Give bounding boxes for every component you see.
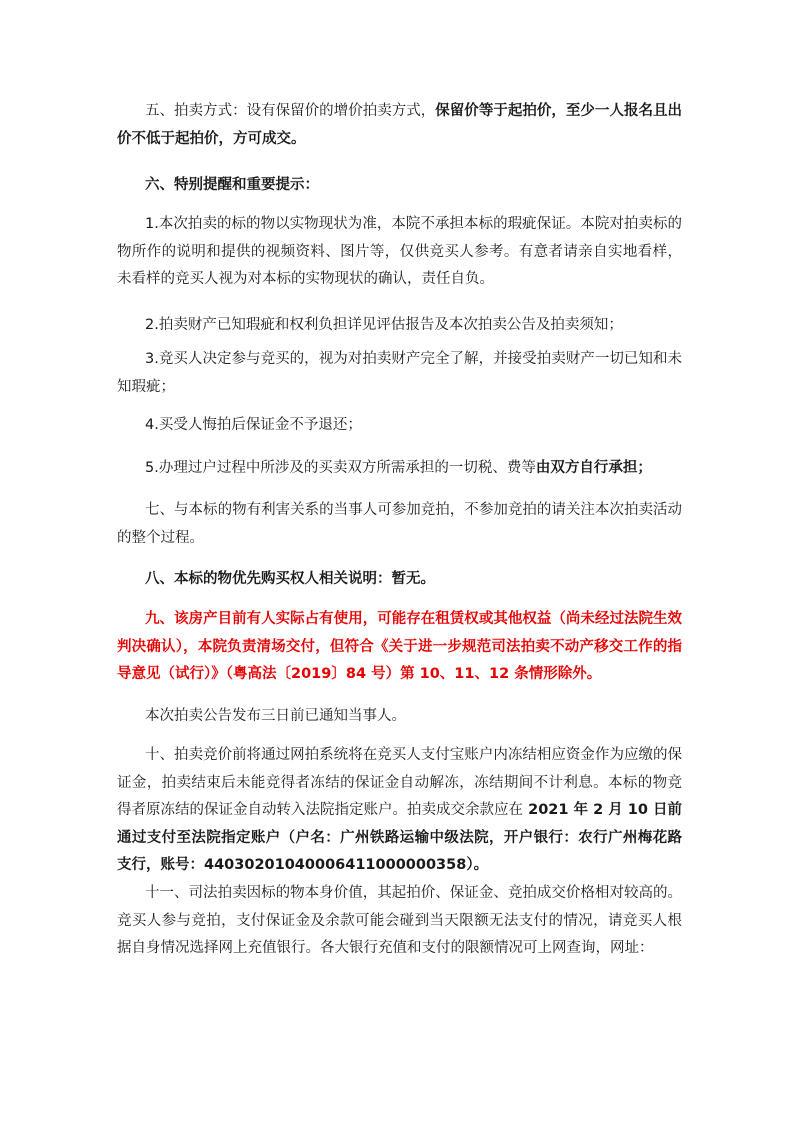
section-5-bold-text: 保留价等于起拍价，至少一人报名且出价不低于起拍价，方可成交。 — [117, 103, 683, 147]
section-6-item-5-text: 5.办理过户过程中所涉及的买卖双方所需承担的一切税、费等 — [145, 460, 536, 476]
section-10-deposit — [117, 742, 682, 880]
section-10-text: 十、拍卖竞价前将通过网拍系统将在竞买人支付宝账户内冻结相应资金作为应缴的保证金，拍卖结束后未能竞得者冻结的保证金自动解冻，冻结期间不计利息。本标的物竞得者原冻结的保证金自动转入法院指定账户。拍卖成交余款应在 — [117, 747, 682, 819]
section-9-occupancy-notice: 九、该房产目前有人实际占有使用，可能存在租赁权或其他权益（尚未经过法院生效判决确认），本院负责清场交付，但符合《关于进一步规范司法拍卖不动产移交工作的指导意见（试行）》（粤高法〔2019〕84 号）第 10、11、12 条情形除外。 — [117, 611, 682, 683]
section-11-payment-limits: 十一、司法拍卖因标的物本身价值，其起拍价、保证金、竞拍成交价格相对较高的。竞买人参与竞拍，支付保证金及余款可能会碰到当天限额无法支付的情况，请竞买人根据自身情况选择网上充值银行。各大银行充值和支付的限额情况可上网查询，网址： — [117, 885, 682, 957]
section-6-heading: 六、特别提醒和重要提示： — [145, 177, 319, 193]
section-8-preemptive-right: 八、本标的物优先购买权人相关说明：暂无。 — [145, 571, 435, 587]
notice-parties-informed: 本次拍卖公告发布三日前已通知当事人。 — [145, 708, 406, 724]
section-7-interested-parties: 七、与本标的物有利害关系的当事人可参加竞拍，不参加竞拍的请关注本次拍卖活动的整个过程。 — [117, 502, 682, 546]
section-6-item-4: 4.买受人悔拍后保证金不予退还； — [145, 417, 362, 433]
section-6-item-2: 2.拍卖财产已知瑕疵和权利负担详见评估报告及本次拍卖公告及拍卖须知； — [145, 317, 623, 333]
section-6-item-3: 3.竞买人决定参与竞买的，视为对拍卖财产完全了解，并接受拍卖财产一切已知和未知瑕疵； — [117, 351, 682, 395]
section-6-item-5 — [117, 455, 682, 483]
section-10-bold-text: 2021 年 2 月 10 日前通过支付至法院指定账户（户名：广州铁路运输中级法院，开户银行：农行广州梅花路支行，账号：44030201040006411000000358）。 — [117, 802, 682, 874]
section-5-auction-method — [117, 98, 682, 153]
section-6-item-5-bold-text: 由双方自行承担； — [535, 460, 652, 476]
section-6-item-1: 1.本次拍卖的标的物以实物现状为准，本院不承担本标的瑕疵保证。本院对拍卖标的物所作的说明和提供的视频资料、图片等，仅供竞买人参考。有意者请亲自实地看样，未看样的竞买人视为对本标的实物现状的确认，责任自负。 — [117, 216, 682, 288]
section-5-text: 五、拍卖方式：设有保留价的增价拍卖方式， — [145, 103, 436, 119]
